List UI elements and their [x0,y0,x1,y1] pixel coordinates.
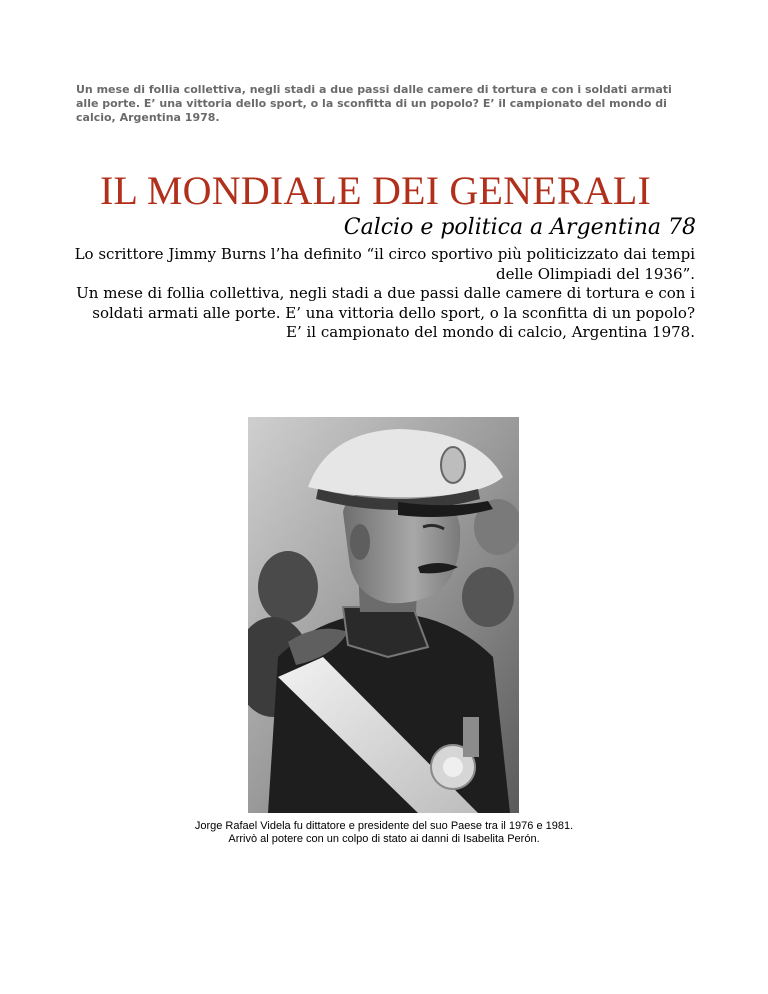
photo-caption [100,820,668,846]
portrait-illustration [248,417,519,813]
page-subtitle: Calcio e politica a Argentina 78 [343,215,696,240]
lead-text: Un mese di follia collettiva, negli stadi a due passi dalle camere di tortura e con i soldati armati alle porte. E’ una vittoria dello sport, o la sconfitta di un popolo? E’ il campionato del mondo di calcio, Argentina 1978. [76,83,672,124]
page-title: IL MONDIALE DEI GENERALI [100,168,651,213]
caption-line-1: Jorge Rafael Videla fu dittatore e presidente del suo Paese tra il 1976 e 1981. [194,820,574,832]
lead-paragraph [76,83,696,125]
intro-line-2: Un mese di follia collettiva, negli stadi a due passi dalle camere di tortura e con i soldati armati alle porte. E’ una vittoria dello sport, o la sconfitta di un popolo? [76,284,695,322]
intro-line-3: E’ il campionato del mondo di calcio, Argentina 1978. [286,323,695,341]
intro-paragraph [70,245,695,343]
caption-line-2: Arrivò al potere con un colpo di stato ai danni di Isabelita Perón. [228,833,540,845]
intro-line-1: Lo scrittore Jimmy Burns l’ha definito “il circo sportivo più politicizzato dai tempi delle Olimpiadi del 1936”. [74,245,695,283]
portrait-photo [248,417,519,813]
